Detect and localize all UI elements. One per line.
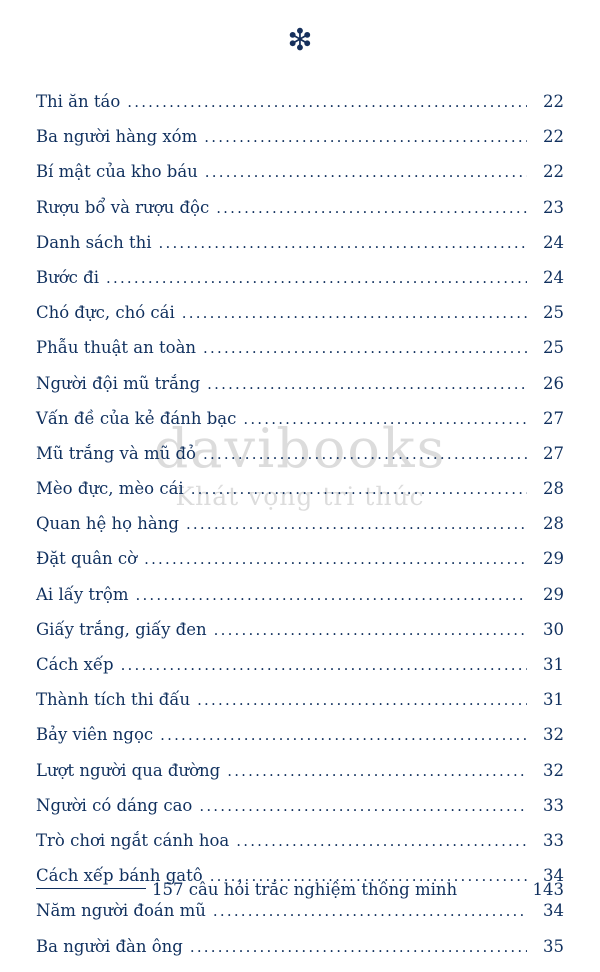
toc-entry[interactable] <box>36 409 564 444</box>
toc-entry-page: 29 <box>543 549 564 569</box>
toc-entry-title: Lượt người qua đường <box>36 760 221 780</box>
toc-entry-page: 30 <box>543 619 564 639</box>
toc-entry-title: Thành tích thi đấu <box>36 690 191 710</box>
toc-entry-title: Bảy viên ngọc <box>36 725 154 745</box>
toc-leader-dots <box>136 586 528 601</box>
toc-entry-title: Thi ăn táo <box>36 92 121 111</box>
toc-entry-title: Cách xếp bánh gatô <box>36 866 203 886</box>
toc-entry-page: 33 <box>543 795 564 815</box>
toc-entry[interactable] <box>36 233 564 268</box>
toc-entry-page: 22 <box>543 162 564 182</box>
toc-entry[interactable] <box>36 761 564 796</box>
toc-entry-title: Cách xếp <box>36 655 114 674</box>
toc-entry-title: Ai lấy trộm <box>36 584 129 604</box>
toc-entry[interactable] <box>36 268 564 303</box>
toc-leader-dots <box>203 445 527 460</box>
toc-entry-page: 35 <box>543 936 564 956</box>
toc-entry-page: 24 <box>543 267 564 287</box>
toc-entry-page: 27 <box>543 443 564 463</box>
toc-leader-dots <box>205 163 527 178</box>
toc-entry-page: 24 <box>543 232 564 252</box>
toc-entry[interactable] <box>36 198 564 233</box>
toc-entry-page: 25 <box>543 338 564 358</box>
toc-leader-dots <box>186 515 527 530</box>
toc-entry[interactable] <box>36 514 564 549</box>
toc-entry[interactable] <box>36 338 564 373</box>
toc-entry[interactable] <box>36 655 564 690</box>
toc-leader-dots <box>204 128 527 143</box>
toc-leader-dots <box>214 621 527 636</box>
toc-entry-title: Ba người đàn ông <box>36 936 183 956</box>
toc-entry[interactable] <box>36 162 564 197</box>
toc-entry[interactable] <box>36 901 564 936</box>
toc-entry-page: 32 <box>543 760 564 780</box>
toc-leader-dots <box>127 93 527 108</box>
toc-entry-title: Quan hệ họ hàng <box>36 514 179 534</box>
toc-leader-dots <box>243 410 527 425</box>
toc-entry-title: Người đội mũ trắng <box>36 373 201 393</box>
footer-title: 157 câu hỏi trắc nghiệm thông minh <box>152 880 458 899</box>
toc-leader-dots <box>213 902 527 917</box>
toc-entry-title: Danh sách thi <box>36 232 152 252</box>
toc-entry-page: 26 <box>543 373 564 393</box>
footer-page-number: 143 <box>532 880 564 899</box>
toc-leader-dots <box>106 269 527 284</box>
toc-leader-dots <box>160 726 527 741</box>
page-footer <box>36 880 564 899</box>
toc-entry-page: 31 <box>543 690 564 710</box>
toc-entry[interactable] <box>36 303 564 338</box>
toc-entry-page: 34 <box>543 866 564 886</box>
toc-leader-dots <box>121 656 527 671</box>
toc-leader-dots <box>144 550 527 565</box>
toc-entry-page: 23 <box>543 197 564 217</box>
toc-entry[interactable] <box>36 549 564 584</box>
toc-entry-title: Phẫu thuật an toàn <box>36 338 197 358</box>
toc-leader-dots <box>159 234 527 249</box>
toc-entry-page: 28 <box>543 514 564 534</box>
toc-entry[interactable] <box>36 620 564 655</box>
toc-entry-title: Giấy trắng, giấy đen <box>36 619 207 639</box>
footer-divider <box>36 887 146 889</box>
toc-entry-page: 31 <box>543 655 564 674</box>
toc-entry-page: 22 <box>543 127 564 147</box>
toc-entry[interactable] <box>36 92 564 127</box>
toc-entry-title: Bước đi <box>36 267 100 287</box>
toc-leader-dots <box>191 480 527 495</box>
toc-entry-title: Vấn đề của kẻ đánh bạc <box>36 408 237 428</box>
toc-entry[interactable] <box>36 796 564 831</box>
toc-entry[interactable] <box>36 444 564 479</box>
snowflake-ornament: ❇ <box>287 23 313 58</box>
toc-entry-title: Trò chơi ngắt cánh hoa <box>36 830 230 850</box>
toc-entry-title: Ba người hàng xóm <box>36 127 198 147</box>
toc-entry-page: 33 <box>543 830 564 850</box>
toc-entry-page: 32 <box>543 725 564 745</box>
watermark-main-text: davibooks <box>153 417 447 480</box>
toc-entry[interactable] <box>36 374 564 409</box>
toc-entry[interactable] <box>36 479 564 514</box>
toc-entry[interactable] <box>36 690 564 725</box>
toc-leader-dots <box>197 691 527 706</box>
toc-entry-page: 28 <box>543 479 564 499</box>
toc-leader-dots <box>182 304 527 319</box>
toc-entry-title: Năm người đoán mũ <box>36 901 206 921</box>
toc-entry[interactable] <box>36 725 564 760</box>
toc-leader-dots <box>199 797 527 812</box>
toc-entry-page: 34 <box>543 901 564 921</box>
toc-entry-title: Người có dáng cao <box>36 795 193 815</box>
toc-leader-dots <box>236 832 527 847</box>
toc-entry-title: Bí mật của kho báu <box>36 162 198 182</box>
toc-entry-page: 22 <box>543 92 564 111</box>
toc-entry-title: Rượu bổ và rượu độc <box>36 197 210 217</box>
toc-entry-title: Đặt quân cờ <box>36 549 138 569</box>
toc-entry-title: Mũ trắng và mũ đỏ <box>36 443 196 463</box>
toc-leader-dots <box>227 762 527 777</box>
toc-entry[interactable] <box>36 937 564 972</box>
toc-entry-page: 27 <box>543 408 564 428</box>
toc-entry-title: Mèo đực, mèo cái <box>36 479 184 499</box>
toc-leader-dots <box>216 199 527 214</box>
toc-entry[interactable] <box>36 585 564 620</box>
toc-entry-page: 25 <box>543 303 564 323</box>
toc-entry[interactable] <box>36 831 564 866</box>
toc-entry[interactable] <box>36 127 564 162</box>
watermark-sub-text: Khát vọng tri thức <box>175 482 425 511</box>
table-of-contents <box>36 92 564 972</box>
toc-leader-dots <box>207 375 527 390</box>
toc-leader-dots <box>190 938 527 953</box>
toc-entry-page: 29 <box>543 584 564 604</box>
toc-entry-title: Chó đực, chó cái <box>36 303 175 323</box>
toc-leader-dots <box>203 339 527 354</box>
